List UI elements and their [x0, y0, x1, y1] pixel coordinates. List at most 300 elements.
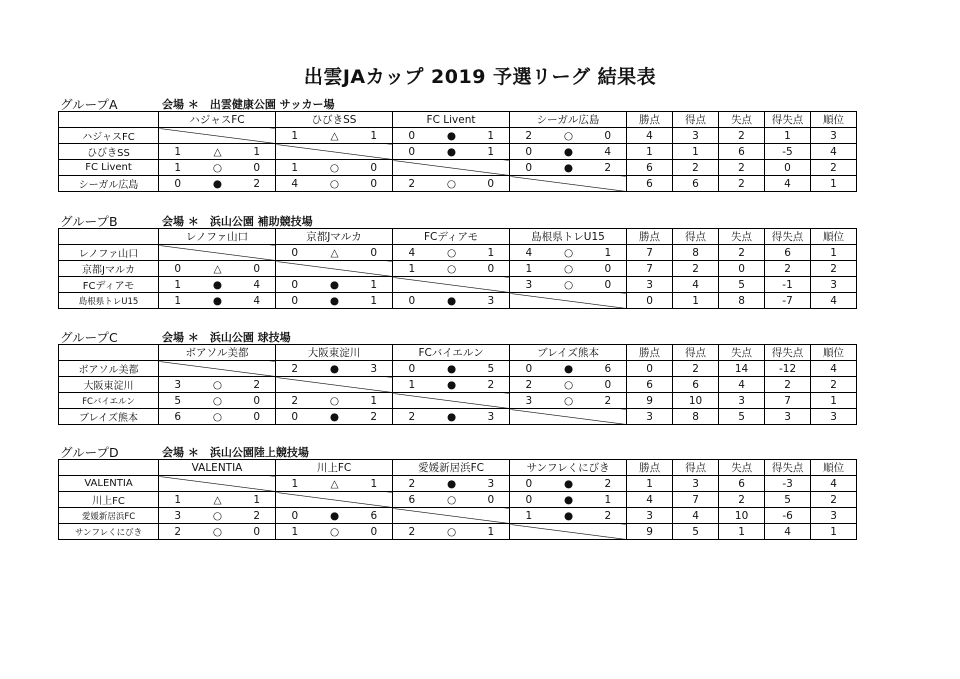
stat-header: 得失点: [765, 229, 811, 245]
goals-scored: 1: [673, 293, 719, 309]
opponent-header: サンフレくにびき: [510, 460, 627, 476]
goals-for: 3: [510, 393, 548, 409]
goal-difference: 5: [765, 492, 811, 508]
stat-header: 失点: [719, 460, 765, 476]
rank: 2: [811, 492, 857, 508]
stat-header: 勝点: [627, 345, 673, 361]
goals-scored: 4: [673, 508, 719, 524]
goals-against: 0: [473, 176, 510, 192]
goals-against: 0: [356, 160, 393, 176]
stat-header: 得失点: [765, 460, 811, 476]
result-mark: ●: [314, 277, 356, 293]
goals-against: 0: [356, 524, 393, 540]
goals-for: 6: [159, 409, 197, 425]
goals-scored: 6: [673, 377, 719, 393]
goals-for: 1: [159, 144, 197, 160]
goals-conceded: 2: [719, 160, 765, 176]
opponent-header: VALENTIA: [159, 460, 276, 476]
goals-for: 0: [276, 245, 314, 261]
goal-difference: 2: [765, 261, 811, 277]
goals-scored: 7: [673, 492, 719, 508]
result-mark: ●: [548, 492, 590, 508]
points: 9: [627, 524, 673, 540]
goals-against: 2: [590, 160, 627, 176]
goals-for: 0: [159, 261, 197, 277]
result-mark: ○: [197, 409, 239, 425]
goals-for: 0: [510, 144, 548, 160]
goals-against: 0: [356, 176, 393, 192]
points: 3: [627, 508, 673, 524]
goals-against: 2: [590, 508, 627, 524]
goals-for: 0: [276, 293, 314, 309]
goals-for: 0: [510, 160, 548, 176]
goals-conceded: 2: [719, 245, 765, 261]
rank: 1: [811, 176, 857, 192]
goals-for: 4: [393, 245, 431, 261]
goals-for: 1: [393, 261, 431, 277]
self-match-cell: [276, 261, 393, 277]
points: 1: [627, 144, 673, 160]
goals-conceded: 5: [719, 277, 765, 293]
table-row: [59, 393, 857, 409]
goals-for: 0: [393, 144, 431, 160]
opponent-header: 京都Jマルカ: [276, 229, 393, 245]
goals-for: 0: [276, 277, 314, 293]
goals-against: 2: [239, 176, 276, 192]
team-name: 島根県トレU15: [59, 293, 159, 309]
opponent-header: ボアソル美都: [159, 345, 276, 361]
goal-difference: 4: [765, 524, 811, 540]
table-row: [59, 128, 857, 144]
result-mark: △: [197, 492, 239, 508]
result-mark: ●: [431, 476, 473, 492]
group-0: [58, 95, 848, 192]
goals-against: 2: [473, 377, 510, 393]
goals-scored: 8: [673, 409, 719, 425]
rank: 2: [811, 160, 857, 176]
result-mark: ●: [197, 277, 239, 293]
goals-for: 1: [276, 524, 314, 540]
goals-against: 1: [590, 492, 627, 508]
team-name: ボアソル美都: [59, 361, 159, 377]
results-table: [58, 228, 857, 309]
team-name: シーガル広島: [59, 176, 159, 192]
goals-against: 0: [590, 277, 627, 293]
result-mark: ●: [431, 361, 473, 377]
goals-conceded: 3: [719, 393, 765, 409]
group-venue: 会場 ＊ 浜山公園 補助競技場: [162, 215, 313, 228]
rank: 3: [811, 128, 857, 144]
table-row: [59, 476, 857, 492]
goal-difference: 3: [765, 409, 811, 425]
goals-scored: 8: [673, 245, 719, 261]
opponent-header: ひびきSS: [276, 112, 393, 128]
result-mark: ○: [314, 176, 356, 192]
goals-against: 6: [356, 508, 393, 524]
self-match-cell: [510, 293, 627, 309]
table-row: [59, 409, 857, 425]
goals-for: 1: [276, 160, 314, 176]
result-mark: ●: [314, 508, 356, 524]
table-row: [59, 144, 857, 160]
team-name: FC Livent: [59, 160, 159, 176]
goals-for: 1: [159, 492, 197, 508]
points: 3: [627, 409, 673, 425]
goals-against: 1: [473, 245, 510, 261]
result-mark: ●: [431, 128, 473, 144]
self-match-cell: [393, 508, 510, 524]
result-mark: ●: [548, 508, 590, 524]
goals-conceded: 14: [719, 361, 765, 377]
team-name: 京都Jマルカ: [59, 261, 159, 277]
goals-for: 2: [393, 524, 431, 540]
goals-for: 3: [510, 277, 548, 293]
corner-cell: [59, 112, 159, 128]
goals-for: 1: [276, 128, 314, 144]
goals-against: 1: [356, 293, 393, 309]
goals-scored: 3: [673, 476, 719, 492]
team-name: ひびきSS: [59, 144, 159, 160]
goals-for: 0: [510, 361, 548, 377]
result-mark: ●: [548, 160, 590, 176]
stat-header: 順位: [811, 460, 857, 476]
rank: 4: [811, 293, 857, 309]
goal-difference: 6: [765, 245, 811, 261]
goals-conceded: 10: [719, 508, 765, 524]
header-row: [59, 460, 857, 476]
goal-difference: 1: [765, 128, 811, 144]
rank: 3: [811, 277, 857, 293]
goals-against: 2: [590, 393, 627, 409]
goals-against: 0: [590, 128, 627, 144]
goals-for: 2: [510, 377, 548, 393]
goals-scored: 1: [673, 144, 719, 160]
group-header: [58, 212, 848, 228]
goals-for: 0: [393, 361, 431, 377]
opponent-header: 愛媛新居浜FC: [393, 460, 510, 476]
result-mark: ●: [548, 476, 590, 492]
team-name: 大阪東淀川: [59, 377, 159, 393]
points: 3: [627, 277, 673, 293]
group-3: [58, 443, 848, 540]
result-mark: ○: [314, 160, 356, 176]
opponent-header: FC Livent: [393, 112, 510, 128]
stat-header: 得点: [673, 112, 719, 128]
goals-scored: 3: [673, 128, 719, 144]
rank: 1: [811, 245, 857, 261]
result-mark: ○: [431, 492, 473, 508]
points: 7: [627, 245, 673, 261]
goals-for: 2: [393, 476, 431, 492]
goals-conceded: 5: [719, 409, 765, 425]
goals-for: 4: [510, 245, 548, 261]
table-row: [59, 160, 857, 176]
goals-for: 3: [159, 508, 197, 524]
goals-against: 4: [239, 277, 276, 293]
goals-against: 0: [239, 393, 276, 409]
goals-against: 0: [239, 261, 276, 277]
table-row: [59, 361, 857, 377]
self-match-cell: [276, 492, 393, 508]
result-mark: ○: [431, 176, 473, 192]
goals-against: 3: [356, 361, 393, 377]
goals-scored: 2: [673, 160, 719, 176]
result-mark: ●: [314, 361, 356, 377]
result-mark: ●: [548, 144, 590, 160]
goals-against: 2: [239, 377, 276, 393]
goals-for: 1: [159, 160, 197, 176]
goals-for: 2: [276, 393, 314, 409]
team-name: サンフレくにびき: [59, 524, 159, 540]
self-match-cell: [159, 128, 276, 144]
goals-scored: 10: [673, 393, 719, 409]
result-mark: ○: [314, 524, 356, 540]
goals-for: 2: [393, 409, 431, 425]
goals-against: 1: [356, 476, 393, 492]
team-name: FCバイエルン: [59, 393, 159, 409]
stat-header: 順位: [811, 345, 857, 361]
result-mark: ●: [314, 293, 356, 309]
goal-difference: 7: [765, 393, 811, 409]
self-match-cell: [276, 377, 393, 393]
goals-against: 3: [473, 293, 510, 309]
goals-conceded: 8: [719, 293, 765, 309]
table-row: [59, 492, 857, 508]
opponent-header: ハジャスFC: [159, 112, 276, 128]
result-mark: ○: [548, 377, 590, 393]
rank: 1: [811, 393, 857, 409]
result-mark: ●: [314, 409, 356, 425]
result-mark: ○: [431, 261, 473, 277]
goals-conceded: 2: [719, 492, 765, 508]
points: 7: [627, 261, 673, 277]
stat-header: 得失点: [765, 345, 811, 361]
result-mark: ●: [548, 361, 590, 377]
results-table: [58, 111, 857, 192]
goals-against: 0: [356, 245, 393, 261]
goal-difference: -12: [765, 361, 811, 377]
opponent-header: 島根県トレU15: [510, 229, 627, 245]
goals-against: 1: [590, 245, 627, 261]
goal-difference: -7: [765, 293, 811, 309]
group-header: [58, 443, 848, 459]
result-mark: ○: [548, 277, 590, 293]
goals-against: 1: [239, 144, 276, 160]
goals-for: 3: [159, 377, 197, 393]
table-row: [59, 293, 857, 309]
table-row: [59, 377, 857, 393]
header-row: [59, 345, 857, 361]
goals-for: 1: [276, 476, 314, 492]
self-match-cell: [276, 144, 393, 160]
goals-against: 1: [473, 128, 510, 144]
goal-difference: 4: [765, 176, 811, 192]
goals-for: 2: [393, 176, 431, 192]
points: 4: [627, 128, 673, 144]
goals-against: 6: [590, 361, 627, 377]
goals-against: 3: [473, 476, 510, 492]
result-mark: ○: [431, 524, 473, 540]
points: 0: [627, 293, 673, 309]
points: 1: [627, 476, 673, 492]
goals-for: 6: [393, 492, 431, 508]
rank: 1: [811, 524, 857, 540]
opponent-header: シーガル広島: [510, 112, 627, 128]
table-row: [59, 176, 857, 192]
goals-conceded: 1: [719, 524, 765, 540]
goals-conceded: 6: [719, 476, 765, 492]
result-mark: ○: [548, 128, 590, 144]
opponent-header: 川上FC: [276, 460, 393, 476]
goal-difference: -3: [765, 476, 811, 492]
goals-for: 1: [510, 261, 548, 277]
team-name: FCディアモ: [59, 277, 159, 293]
goals-for: 1: [159, 277, 197, 293]
table-row: [59, 245, 857, 261]
goals-for: 2: [276, 361, 314, 377]
opponent-header: FCディアモ: [393, 229, 510, 245]
corner-cell: [59, 229, 159, 245]
corner-cell: [59, 345, 159, 361]
goals-against: 0: [239, 409, 276, 425]
self-match-cell: [510, 409, 627, 425]
result-mark: ○: [548, 245, 590, 261]
team-name: 愛媛新居浜FC: [59, 508, 159, 524]
result-mark: ●: [197, 176, 239, 192]
group-name: グループB: [60, 214, 118, 229]
rank: 2: [811, 377, 857, 393]
points: 6: [627, 377, 673, 393]
goal-difference: 0: [765, 160, 811, 176]
goals-conceded: 2: [719, 128, 765, 144]
goals-for: 1: [159, 293, 197, 309]
goals-for: 0: [276, 409, 314, 425]
goals-conceded: 2: [719, 176, 765, 192]
rank: 4: [811, 361, 857, 377]
header-row: [59, 112, 857, 128]
opponent-header: レノファ山口: [159, 229, 276, 245]
self-match-cell: [159, 361, 276, 377]
goals-against: 1: [473, 524, 510, 540]
table-row: [59, 261, 857, 277]
rank: 2: [811, 261, 857, 277]
goal-difference: -1: [765, 277, 811, 293]
self-match-cell: [510, 176, 627, 192]
group-header: [58, 328, 848, 344]
result-mark: △: [197, 261, 239, 277]
goals-scored: 6: [673, 176, 719, 192]
rank: 4: [811, 144, 857, 160]
goals-for: 0: [393, 293, 431, 309]
result-mark: ●: [431, 409, 473, 425]
self-match-cell: [159, 476, 276, 492]
goals-scored: 5: [673, 524, 719, 540]
result-mark: △: [314, 245, 356, 261]
result-mark: ●: [197, 293, 239, 309]
result-mark: △: [314, 128, 356, 144]
group-name: グループA: [60, 97, 118, 112]
page-title: 出雲JAカップ 2019 予選リーグ 結果表: [303, 66, 657, 88]
group-name: グループC: [60, 330, 118, 345]
team-name: VALENTIA: [59, 476, 159, 492]
goals-for: 1: [510, 508, 548, 524]
team-name: ハジャスFC: [59, 128, 159, 144]
stat-header: 失点: [719, 112, 765, 128]
goals-against: 4: [590, 144, 627, 160]
goals-against: 3: [473, 409, 510, 425]
points: 4: [627, 492, 673, 508]
self-match-cell: [393, 160, 510, 176]
self-match-cell: [510, 524, 627, 540]
result-mark: ○: [548, 261, 590, 277]
goal-difference: 2: [765, 377, 811, 393]
goals-for: 2: [159, 524, 197, 540]
goals-against: 1: [239, 492, 276, 508]
result-mark: ○: [548, 393, 590, 409]
self-match-cell: [393, 393, 510, 409]
opponent-header: FCバイエルン: [393, 345, 510, 361]
rank: 3: [811, 409, 857, 425]
goals-against: 0: [590, 377, 627, 393]
points: 6: [627, 160, 673, 176]
goal-difference: -5: [765, 144, 811, 160]
corner-cell: [59, 460, 159, 476]
goal-difference: -6: [765, 508, 811, 524]
opponent-header: ブレイズ熊本: [510, 345, 627, 361]
result-mark: ○: [197, 508, 239, 524]
goals-against: 0: [590, 261, 627, 277]
goals-against: 1: [356, 128, 393, 144]
rank: 3: [811, 508, 857, 524]
points: 0: [627, 361, 673, 377]
goals-against: 5: [473, 361, 510, 377]
results-table: [58, 344, 857, 425]
group-name: グループD: [60, 445, 119, 460]
goals-for: 0: [510, 492, 548, 508]
goals-for: 4: [276, 176, 314, 192]
goals-for: 1: [393, 377, 431, 393]
goals-for: 0: [393, 128, 431, 144]
result-mark: ○: [197, 377, 239, 393]
result-mark: ○: [197, 524, 239, 540]
group-header: [58, 95, 848, 111]
team-name: 川上FC: [59, 492, 159, 508]
goals-against: 0: [239, 524, 276, 540]
group-2: [58, 328, 848, 425]
goals-scored: 2: [673, 261, 719, 277]
goals-for: 5: [159, 393, 197, 409]
stat-header: 順位: [811, 112, 857, 128]
table-row: [59, 277, 857, 293]
stat-header: 勝点: [627, 229, 673, 245]
goals-scored: 2: [673, 361, 719, 377]
goals-conceded: 6: [719, 144, 765, 160]
stat-header: 失点: [719, 229, 765, 245]
goals-scored: 4: [673, 277, 719, 293]
goals-against: 4: [239, 293, 276, 309]
team-name: ブレイズ熊本: [59, 409, 159, 425]
goals-for: 0: [510, 476, 548, 492]
team-name: レノファ山口: [59, 245, 159, 261]
goals-against: 1: [473, 144, 510, 160]
goals-against: 2: [239, 508, 276, 524]
goals-against: 2: [590, 476, 627, 492]
points: 6: [627, 176, 673, 192]
result-mark: △: [314, 476, 356, 492]
stat-header: 得点: [673, 460, 719, 476]
stat-header: 得点: [673, 345, 719, 361]
group-1: [58, 212, 848, 309]
